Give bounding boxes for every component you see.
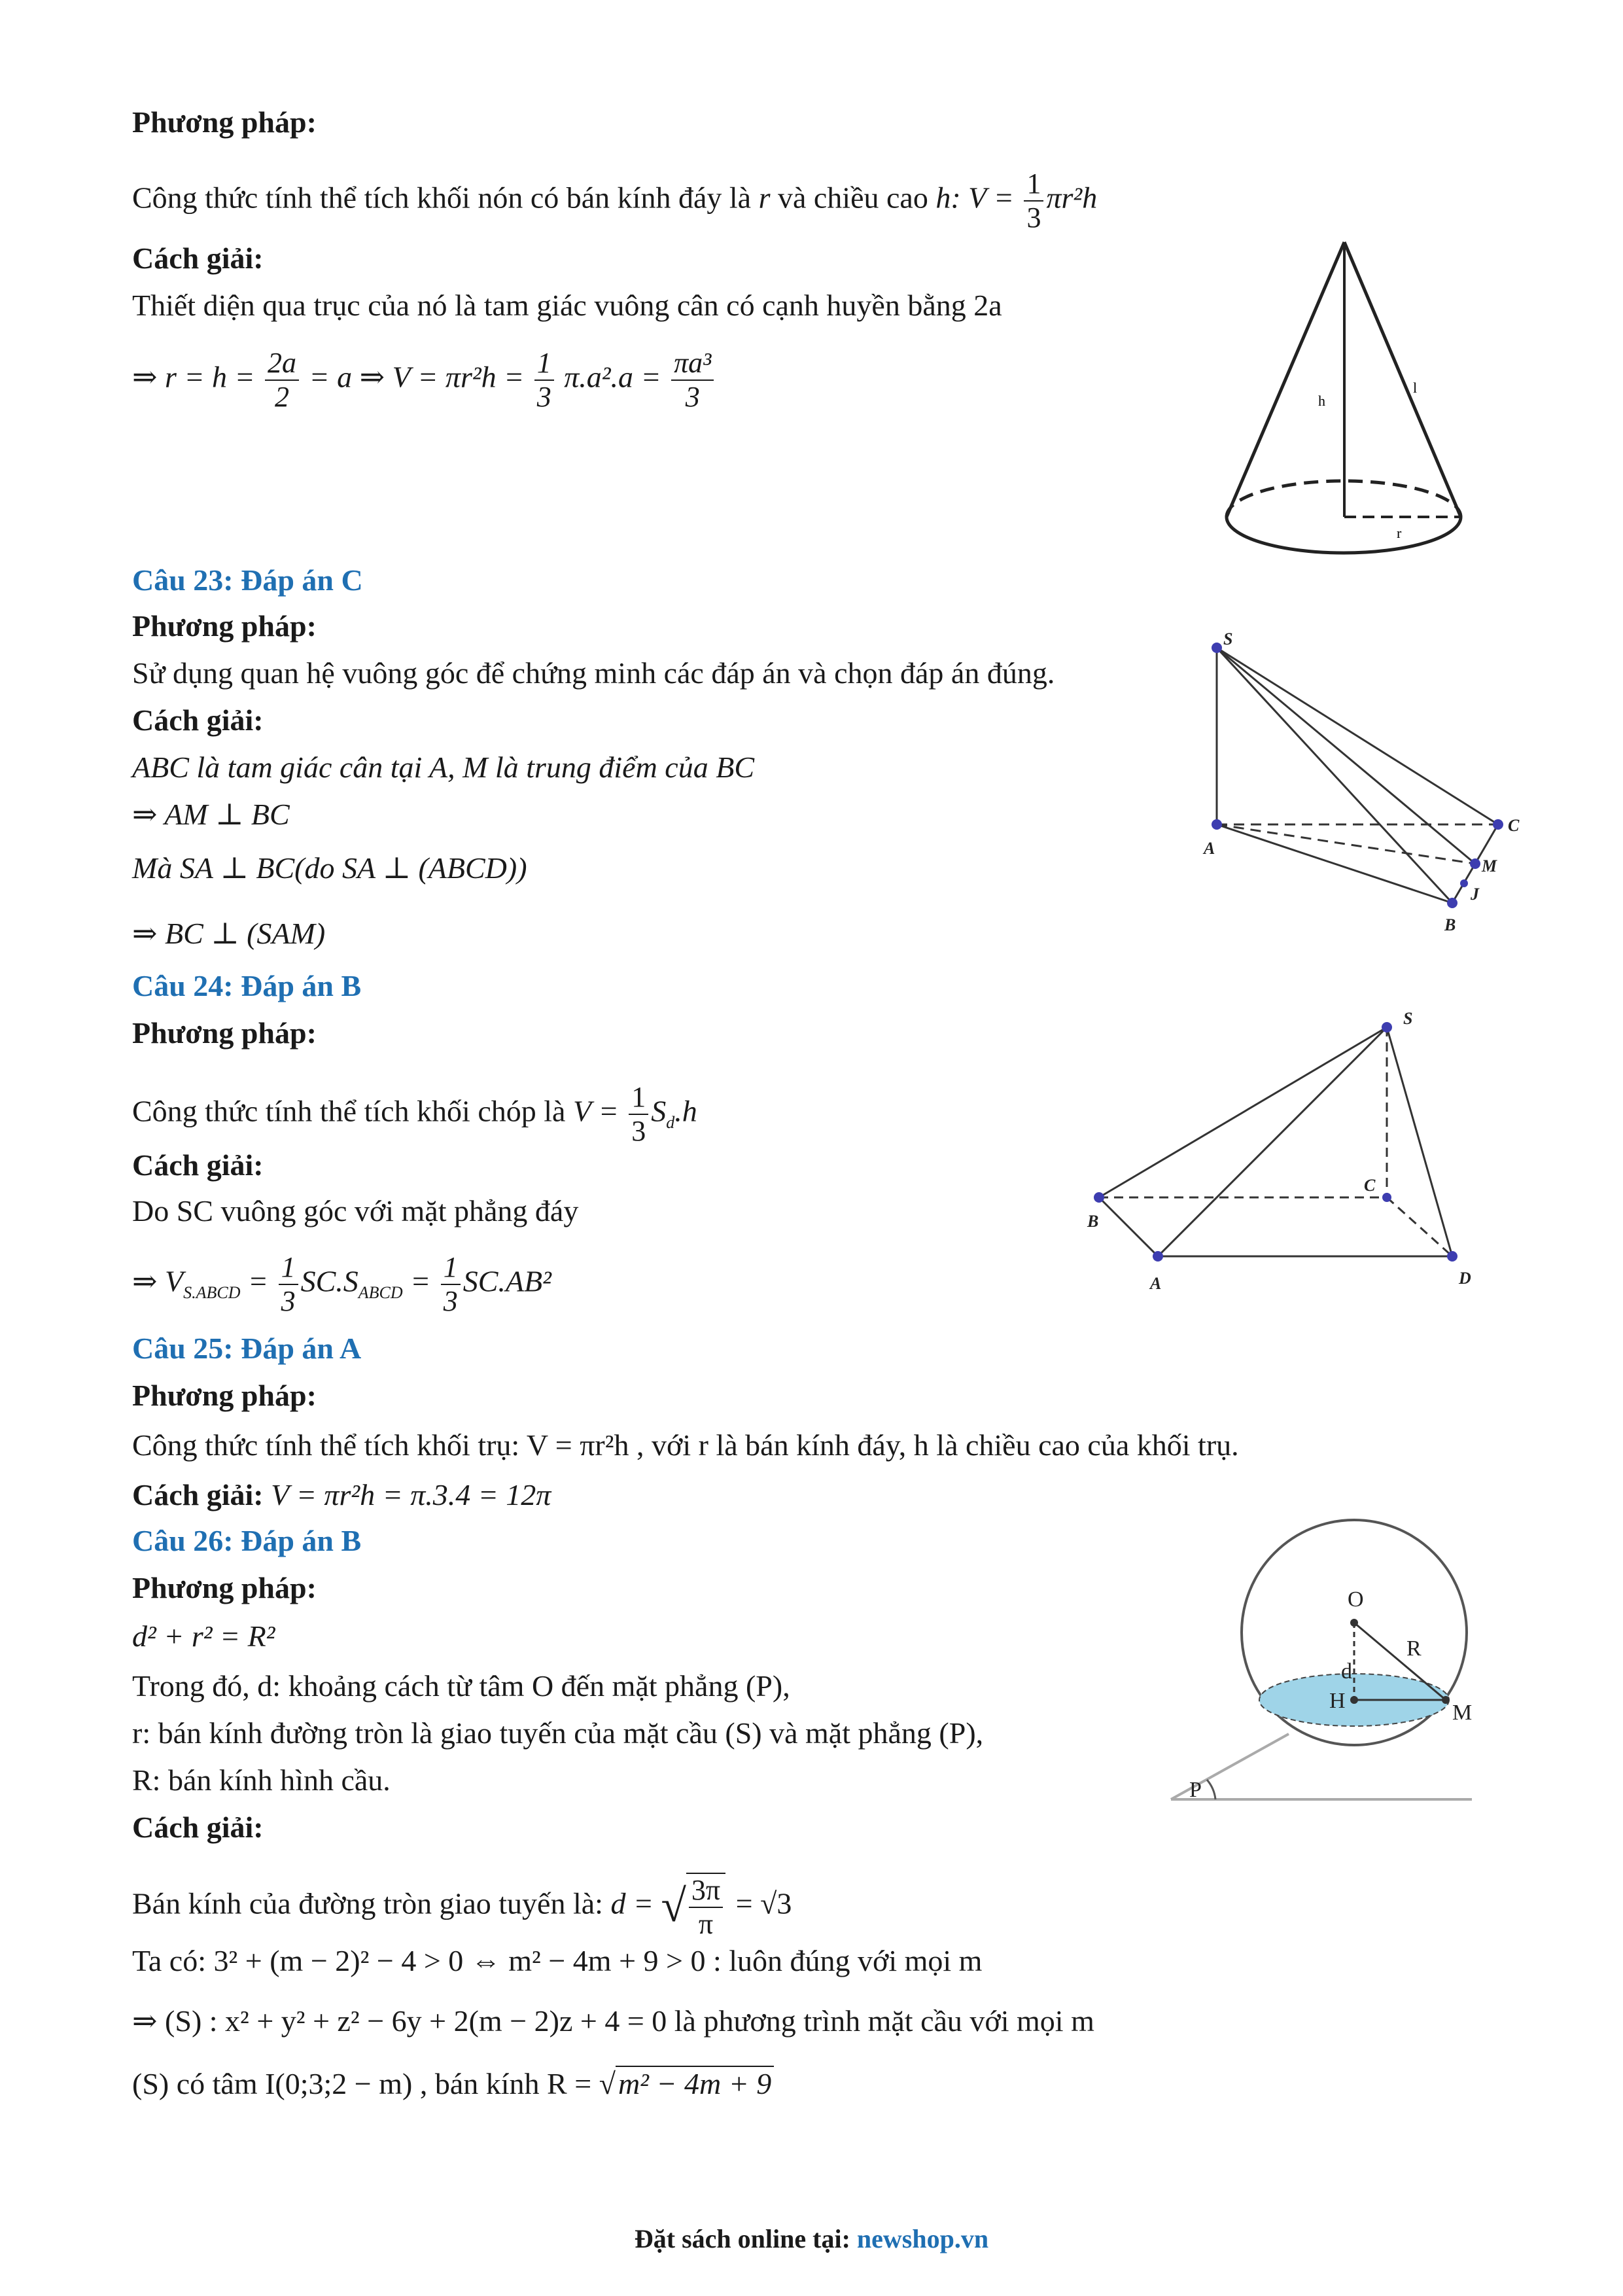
frac-den: 3: [443, 1285, 458, 1317]
point-D: [1447, 1251, 1457, 1262]
frac-den: 2: [275, 381, 290, 413]
frac-den: 3: [1026, 202, 1041, 234]
label-J: J: [1471, 885, 1479, 904]
solution-heading-24: Cách giải:: [132, 1148, 264, 1182]
label-A: A: [1204, 839, 1215, 858]
label-S: S: [1403, 1009, 1413, 1028]
footer-link[interactable]: newshop.vn: [856, 2224, 989, 2253]
frac-num: 2a: [265, 347, 299, 381]
fraction: [265, 347, 299, 414]
point-M: [1442, 1696, 1450, 1704]
frac-num: 3π: [689, 1874, 723, 1908]
fraction: [441, 1251, 461, 1318]
formula-end: .h: [674, 1094, 697, 1128]
label-B: B: [1087, 1212, 1099, 1231]
fraction-one-third: [1024, 168, 1043, 234]
method-text-24: [132, 1081, 697, 1148]
method-heading-25: Phương pháp:: [132, 1379, 317, 1412]
point-O: [1350, 1619, 1358, 1627]
method-where-26-2: r: bán kính đường tròn là giao tuyến của mặt cầu (S) và mặt phẳng (P),: [132, 1716, 984, 1750]
point-C: [1493, 819, 1503, 830]
frac-num: 1: [534, 347, 554, 381]
edge-SD: [1387, 1027, 1452, 1256]
solution-line-22-2: [132, 347, 716, 414]
cone-base-front: [1227, 517, 1461, 553]
question-title-25: Câu 25: Đáp án A: [132, 1332, 362, 1365]
plane-angle: [1207, 1780, 1215, 1799]
label-M: M: [1482, 857, 1497, 875]
method-text-22: [132, 168, 1097, 234]
label-C: C: [1508, 816, 1520, 835]
sqrt-content: m² − 4m + 9: [616, 2066, 774, 2100]
eq-part: =: [410, 1264, 431, 1298]
eq-part: SC.AB²: [462, 1264, 551, 1298]
question-title-23: Câu 23: Đáp án C: [132, 563, 363, 597]
point-M: [1470, 858, 1480, 869]
label-D: D: [1459, 1269, 1471, 1288]
label-B: B: [1444, 915, 1456, 934]
var-h: h: [935, 181, 951, 215]
point-B: [1094, 1192, 1104, 1203]
point-H: [1350, 1696, 1358, 1704]
method-where-26-1: Trong đó, d: khoảng cách từ tâm O đến mặt phẳng (P),: [132, 1669, 790, 1703]
method-text-25: Công thức tính thể tích khối trụ: V = πr²h , với r là bán kính đáy, h là chiều cao của khối trụ.: [132, 1428, 1239, 1462]
frac-den: π: [698, 1908, 714, 1940]
solution-line-24-1: Do SC vuông góc với mặt phẳng đáy: [132, 1194, 579, 1227]
formula-lhs: V =: [572, 1094, 619, 1128]
footer-label: Đặt sách online tại:: [634, 2224, 850, 2253]
eq-text: (S) có tâm I(0;3;2 − m) , bán kính R =: [132, 2067, 592, 2100]
edge-CD: [1387, 1197, 1452, 1256]
method-text-24-part: Công thức tính thể tích khối chóp là: [132, 1094, 566, 1128]
fraction: [629, 1081, 648, 1148]
eq-lhs: d =: [610, 1886, 654, 1920]
label-S: S: [1223, 629, 1233, 648]
cone-right-edge: [1344, 242, 1461, 517]
solution-line-23-1: ABC là tam giác cân tại A, M là trung điểm của BC: [132, 751, 754, 784]
solution-text-25: V = πr²h = π.3.4 = 12π: [271, 1478, 551, 1511]
label-M: M: [1452, 1701, 1473, 1725]
solution-heading-25: Cách giải:: [132, 1478, 264, 1511]
solution-line-24-2: [132, 1251, 551, 1318]
formula-lhs: : V =: [951, 181, 1014, 215]
frac-den: 3: [685, 381, 700, 413]
solution-line-26-1: [132, 1873, 792, 1941]
frac-num: πa³: [671, 347, 714, 381]
page-footer: [0, 2223, 1623, 2254]
method-heading-26: Phương pháp:: [132, 1571, 317, 1604]
label-C: C: [1364, 1176, 1376, 1195]
frac-num: 1: [1024, 168, 1043, 202]
frac-num: 1: [629, 1081, 648, 1115]
cone-left-edge: [1227, 242, 1344, 517]
pyramid-figure-23: [1191, 628, 1557, 981]
frac-den: 3: [631, 1115, 646, 1147]
eq-sub: ABCD: [358, 1282, 403, 1302]
var-r: r: [758, 181, 771, 215]
eq-part: ⇒ r = h =: [132, 360, 255, 394]
method-heading-24: Phương pháp:: [132, 1016, 317, 1050]
question-title-26: Câu 26: Đáp án B: [132, 1524, 362, 1557]
eq-rhs: = √3: [735, 1886, 792, 1920]
point-A: [1212, 819, 1222, 830]
eq-part: = a ⇒ V = πr²h =: [309, 360, 525, 394]
pyramid-figure-24: [1073, 1001, 1478, 1302]
formula-sub: d: [666, 1112, 675, 1132]
formula-rhs: πr²h: [1046, 181, 1098, 215]
solution-line-26-4: [132, 2065, 774, 2103]
question-title-24: Câu 24: Đáp án B: [132, 969, 362, 1002]
solution-line-23-2: ⇒ AM ⊥ BC: [132, 798, 290, 831]
cone-figure: [1207, 236, 1482, 563]
solution-line-22-1: Thiết diện qua trục của nó là tam giác vuông cân có cạnh huyền bằng 2a: [132, 289, 1002, 322]
frac-num: 1: [279, 1251, 298, 1285]
label-A: A: [1150, 1274, 1162, 1293]
solution-line-23-3: Mà SA ⊥ BC(do SA ⊥ (ABCD)): [132, 851, 527, 885]
label-H: H: [1329, 1689, 1346, 1713]
label-h: h: [1318, 393, 1325, 409]
point-A: [1153, 1251, 1163, 1262]
solution-line-25: [132, 1476, 551, 1514]
edge-BA: [1099, 1197, 1158, 1256]
label-d: d: [1341, 1659, 1352, 1684]
method-heading-22: Phương pháp:: [132, 105, 317, 139]
method-and: và chiều cao: [777, 181, 928, 215]
method-heading-23: Phương pháp:: [132, 609, 317, 643]
sqrt-fraction: [686, 1873, 725, 1941]
solution-line-26-3: ⇒ (S) : x² + y² + z² − 6y + 2(m − 2)z + 4 = 0 là phương trình mặt cầu với mọi m: [132, 2004, 1094, 2038]
eq-part: SC.S: [300, 1264, 358, 1298]
label-l: l: [1413, 380, 1418, 396]
point-C: [1382, 1193, 1391, 1202]
method-text-22-part: Công thức tính thể tích khối nón có bán kính đáy là: [132, 181, 752, 215]
method-where-26-3: R: bán kính hình cầu.: [132, 1763, 391, 1797]
label-O: O: [1348, 1587, 1364, 1612]
fraction: [279, 1251, 298, 1318]
point-S: [1212, 643, 1222, 653]
sqrt-icon: √: [599, 2067, 616, 2100]
method-formula-26: d² + r² = R²: [132, 1619, 275, 1653]
sqrt-icon: √: [661, 1881, 686, 1932]
label-R: R: [1406, 1636, 1422, 1661]
method-text-23: Sử dụng quan hệ vuông góc để chứng minh các đáp án và chọn đáp án đúng.: [132, 656, 1055, 690]
label-P: P: [1189, 1778, 1202, 1802]
sphere-figure-26: [1158, 1511, 1485, 1812]
solution-heading-23: Cách giải:: [132, 703, 264, 737]
eq-text: Bán kính của đường tròn giao tuyến là:: [132, 1886, 603, 1920]
eq-part: =: [248, 1264, 269, 1298]
label-r: r: [1397, 525, 1402, 541]
plane-edge: [1171, 1734, 1289, 1799]
eq-sub: S.ABCD: [183, 1282, 241, 1302]
solution-line-26-2: Ta có: 3² + (m − 2)² − 4 > 0 ⇔ m² − 4m + 9 > 0 : luôn đúng với mọi m: [132, 1944, 983, 1977]
frac-den: 3: [281, 1285, 296, 1317]
solution-heading-26: Cách giải:: [132, 1810, 264, 1844]
solution-heading-22: Cách giải:: [132, 241, 264, 275]
solution-line-23-4: ⇒ BC ⊥ (SAM): [132, 917, 326, 950]
point-B: [1447, 898, 1457, 908]
eq-part: ⇒ V: [132, 1264, 184, 1298]
fraction: [671, 347, 714, 414]
frac-den: 3: [536, 381, 551, 413]
edge-SC: [1217, 648, 1498, 824]
point-S: [1382, 1022, 1392, 1033]
frac-num: 1: [441, 1251, 461, 1285]
fraction: [534, 347, 554, 414]
eq-part: π.a².a =: [564, 360, 661, 394]
point-J: [1460, 879, 1468, 887]
formula-s: S: [651, 1094, 667, 1128]
